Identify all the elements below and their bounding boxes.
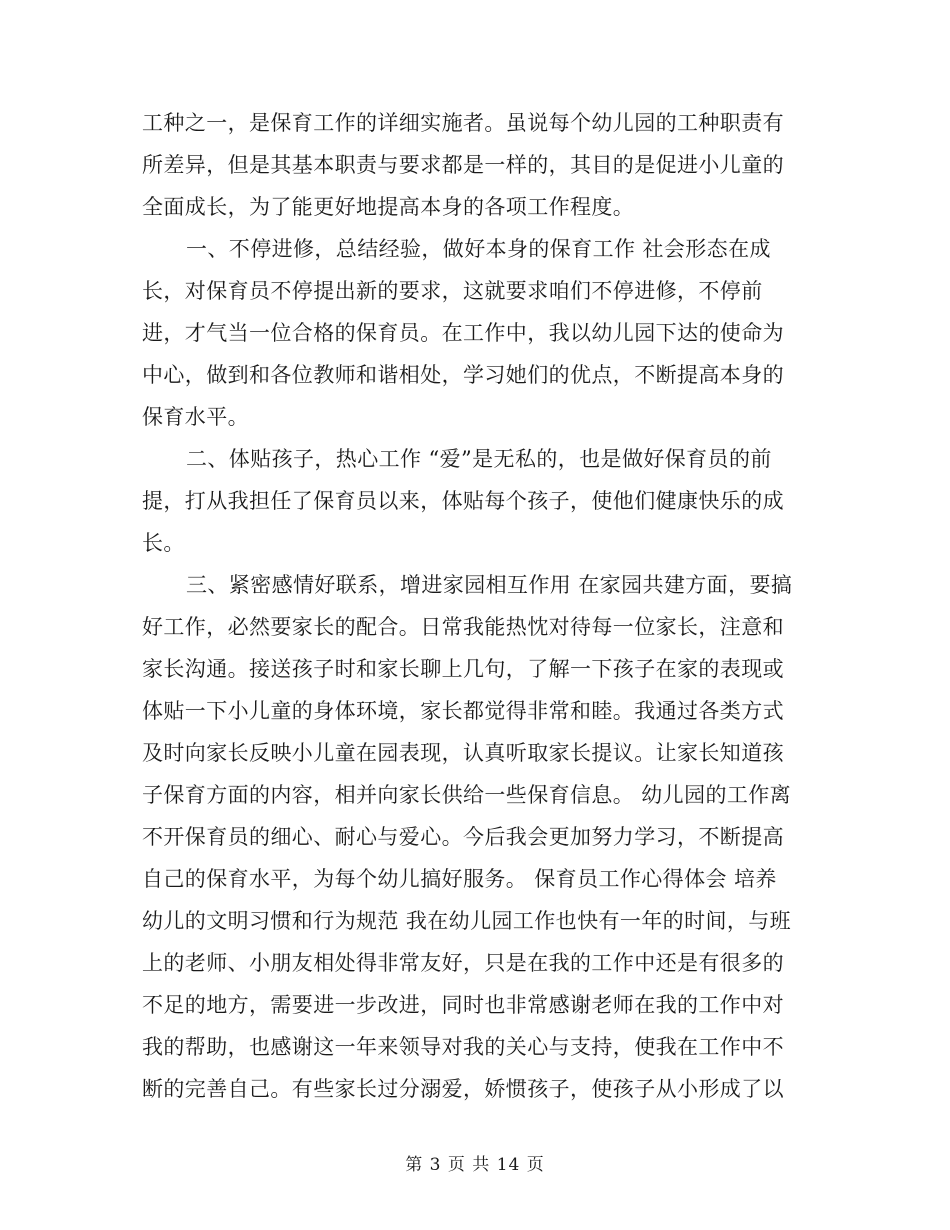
text-line: 好工作，必然要家长的配合。日常我能热忱对待每一位家长，注意和 [142,615,784,639]
text-line: 及时向家长反映小儿童在园表现，认真听取家长提议。让家长知道孩 [142,741,784,765]
text-line: 长，对保育员不停提出新的要求，这就要求咱们不停进修，不停前 [142,279,763,303]
text-line: 我的帮助，也感谢这一年来领导对我的关心与支持，使我在工作中不 [142,1035,784,1059]
page-number: 第 3 页 共 14 页 [405,1155,545,1175]
text-line: 不足的地方，需要进一步改进，同时也非常感谢老师在我的工作中对 [142,993,784,1017]
section-heading-2: 二、体贴孩子，热心工作 “爱”是无私的，也是做好保育员的前 [186,447,772,471]
text-line: 进，才气当一位合格的保育员。在工作中，我以幼儿园下达的使命为 [142,321,784,345]
text-line: 断的完善自己。有些家长过分溺爱，娇惯孩子，使孩子从小形成了以 [142,1077,784,1101]
section-heading-3: 三、紧密感情好联系，增进家园相互作用 在家园共建方面，要搞 [186,573,793,597]
text-line: 幼儿的文明习惯和行为规范 我在幼儿园工作也快有一年的时间，与班 [142,909,792,933]
text-line: 家长沟通。接送孩子时和家长聊上几句，了解一下孩子在家的表现或 [142,657,784,681]
text-line: 上的老师、小朋友相处得非常友好，只是在我的工作中还是有很多的 [142,951,784,975]
text-line: 不开保育员的细心、耐心与爱心。今后我会更加努力学习，不断提高 [142,825,784,849]
text-line: 中心，做到和各位教师和谐相处，学习她们的优点，不断提高本身的 [142,363,784,387]
text-line: 长。 [142,531,185,555]
text-line: 全面成长，为了能更好地提高本身的各项工作程度。 [142,195,635,219]
text-line: 体贴一下小儿童的身体环境，家长都觉得非常和睦。我通过各类方式 [142,699,784,723]
text-line: 所差异，但是其基本职责与要求都是一样的，其目的是促进小儿童的 [142,153,784,177]
text-line: 自己的保育水平，为每个幼儿搞好服务。 保育员工作心得体会 培养 [142,867,777,891]
text-line: 工种之一，是保育工作的详细实施者。虽说每个幼儿园的工种职责有 [142,111,784,135]
text-line: 子保育方面的内容，相并向家长供给一些保育信息。 幼儿园的工作离 [142,783,792,807]
section-heading-1: 一、不停进修，总结经验，做好本身的保育工作 社会形态在成 [186,237,771,261]
text-line: 提，打从我担任了保育员以来，体贴每个孩子，使他们健康快乐的成 [142,489,784,513]
text-line: 保育水平。 [142,405,249,429]
page-footer [0,1150,950,1175]
body-text [142,102,812,1110]
